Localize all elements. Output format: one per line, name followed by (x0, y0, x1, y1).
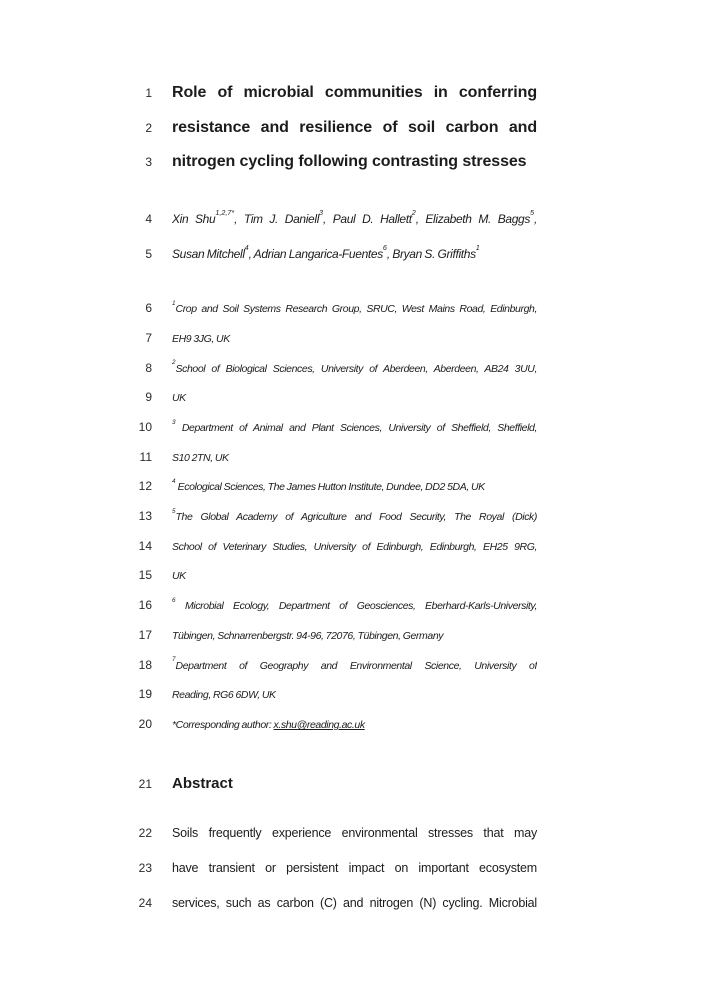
manuscript-line-24 (0, 886, 707, 921)
superscript-marker: 2 (172, 359, 176, 367)
line-text (172, 766, 537, 801)
text-run: School of Biological Sciences, University of Aberdeen, Aberdeen, AB24 3UU, (175, 362, 537, 375)
line-text (172, 886, 537, 921)
superscript-marker: 1,2,7* (215, 207, 235, 217)
line-number: 22 (138, 825, 152, 840)
superscript-marker: 1 (475, 242, 480, 252)
text-run: Susan Mitchell (172, 247, 245, 262)
line-number: 12 (138, 479, 152, 494)
line-number: 18 (138, 657, 152, 672)
text-run: have transient or persistent impact on important ecosystem (172, 860, 537, 875)
superscript-marker: 4 (244, 242, 249, 252)
text-run: EH9 3JG, UK (172, 332, 230, 345)
line-text (172, 503, 537, 532)
manuscript-line-13 (0, 502, 707, 532)
manuscript-line-8 (0, 354, 707, 384)
line-text (172, 533, 537, 562)
superscript-marker: 5 (172, 507, 176, 515)
text-run: nitrogen cycling following contrasting stresses (172, 153, 527, 171)
text-run: , Paul D. Hallett (323, 212, 412, 227)
line-text (172, 295, 537, 324)
text-run: , Adrian Langarica-Fuentes (248, 247, 383, 262)
line-number: 9 (145, 390, 152, 405)
line-number: 11 (139, 449, 152, 464)
text-run: , Elizabeth M. Baggs (415, 212, 530, 227)
line-text (172, 711, 537, 740)
manuscript-line-12 (0, 472, 707, 502)
text-run: Crop and Soil Systems Research Group, SRUC, West Mains Road, Edinburgh, (175, 303, 537, 316)
manuscript-line-1 (0, 76, 707, 111)
text-run: Xin Shu (172, 212, 216, 227)
line-text (172, 384, 537, 413)
superscript-marker: 6 (172, 596, 176, 604)
text-run: , Bryan S. Griffiths (386, 247, 476, 262)
text-run: Tübingen, Schnarrenbergstr. 94-96, 72076, Tübingen, Germany (172, 629, 444, 642)
superscript-marker: 2 (411, 207, 416, 217)
line-number: 14 (138, 538, 152, 553)
line-text (172, 355, 537, 384)
line-number: 5 (145, 247, 152, 262)
superscript-marker: 3 (319, 207, 324, 217)
line-number: 13 (138, 509, 152, 524)
line-text (172, 816, 537, 851)
manuscript-line-11 (0, 443, 707, 473)
text-run: School of Veterinary Studies, University of Edinburgh, Edinburgh, EH25 9RG, (172, 540, 537, 553)
manuscript-line-18 (0, 651, 707, 681)
manuscript-line-3 (0, 145, 707, 180)
manuscript-line-2 (0, 111, 707, 146)
superscript-marker: 4 (172, 478, 176, 485)
manuscript-line-22 (0, 816, 707, 851)
text-run: Department of Geography and Environmental Science, University of (175, 659, 537, 672)
manuscript-line-17 (0, 621, 707, 651)
line-number: 8 (145, 360, 152, 375)
line-number: 1 (145, 86, 152, 100)
manuscript-line-16 (0, 591, 707, 621)
line-text (172, 444, 537, 473)
line-number: 24 (138, 895, 152, 910)
manuscript-line-6 (0, 294, 707, 324)
line-number: 19 (138, 687, 152, 702)
line-text (172, 622, 537, 651)
line-number: 10 (138, 419, 152, 434)
line-number: 21 (138, 776, 152, 791)
text-run: , (534, 212, 537, 227)
text-run: UK (172, 570, 186, 583)
line-number: 23 (138, 860, 152, 875)
manuscript-line-7 (0, 324, 707, 354)
line-text (172, 414, 537, 443)
text-run: Role of microbial communities in conferring (172, 84, 537, 101)
text-run: , Tim J. Daniell (234, 212, 320, 227)
superscript-marker: 7 (172, 656, 176, 664)
text-run: UK (172, 392, 186, 405)
text-run: S10 2TN, UK (172, 451, 229, 464)
manuscript-line-15 (0, 561, 707, 591)
line-text (172, 473, 537, 502)
line-number: 16 (138, 598, 152, 613)
email-link[interactable]: x.shu@reading.ac.uk (273, 718, 365, 731)
line-number: 20 (138, 716, 152, 731)
text-run: Microbial Ecology, Department of Geosciences, Eberhard-Karls-University, (175, 600, 537, 613)
line-number: 15 (138, 568, 152, 583)
line-number: 17 (138, 627, 152, 642)
line-text (172, 76, 537, 111)
text-run: Soils frequently experience environmental stresses that may (172, 825, 537, 840)
text-run: resistance and resilience of soil carbon and (172, 118, 537, 136)
manuscript-line-23 (0, 851, 707, 886)
text-run: Ecological Sciences, The James Hutton Institute, Dundee, DD2 5DA, UK (175, 481, 485, 494)
manuscript-line-21 (0, 766, 707, 802)
line-text (172, 237, 537, 272)
line-text (172, 592, 537, 621)
manuscript-line-19 (0, 680, 707, 710)
manuscript-line-10 (0, 413, 707, 443)
manuscript-line-20 (0, 710, 707, 740)
superscript-marker: 6 (382, 242, 387, 252)
line-number: 2 (145, 120, 152, 135)
line-text (172, 681, 537, 710)
line-text (172, 652, 537, 681)
manuscript-line-14 (0, 532, 707, 562)
text-run: Abstract (172, 774, 233, 792)
line-text (172, 111, 537, 146)
superscript-marker: 3 (172, 418, 176, 426)
line-number: 3 (145, 155, 152, 170)
manuscript-line-4 (0, 202, 707, 237)
line-text (172, 325, 537, 354)
text-run: Department of Animal and Plant Sciences, University of Sheffield, Sheffield, (175, 421, 537, 434)
line-text (172, 562, 537, 591)
line-number: 6 (145, 301, 152, 316)
superscript-marker: 1 (172, 299, 176, 307)
text-run: Reading, RG6 6DW, UK (172, 689, 276, 702)
line-text (172, 202, 537, 237)
text-run: The Global Academy of Agriculture and Food Security, The Royal (Dick) (175, 511, 537, 524)
manuscript-line-5 (0, 237, 707, 272)
line-number: 4 (145, 212, 152, 227)
text-run: services, such as carbon (C) and nitrogen (N) cycling. Microbial (172, 895, 537, 910)
line-number: 7 (145, 330, 152, 345)
text-run: *Corresponding author: (172, 718, 274, 731)
line-text (172, 145, 537, 180)
manuscript-line-9 (0, 383, 707, 413)
superscript-marker: 5 (530, 207, 534, 217)
line-text (172, 851, 537, 886)
